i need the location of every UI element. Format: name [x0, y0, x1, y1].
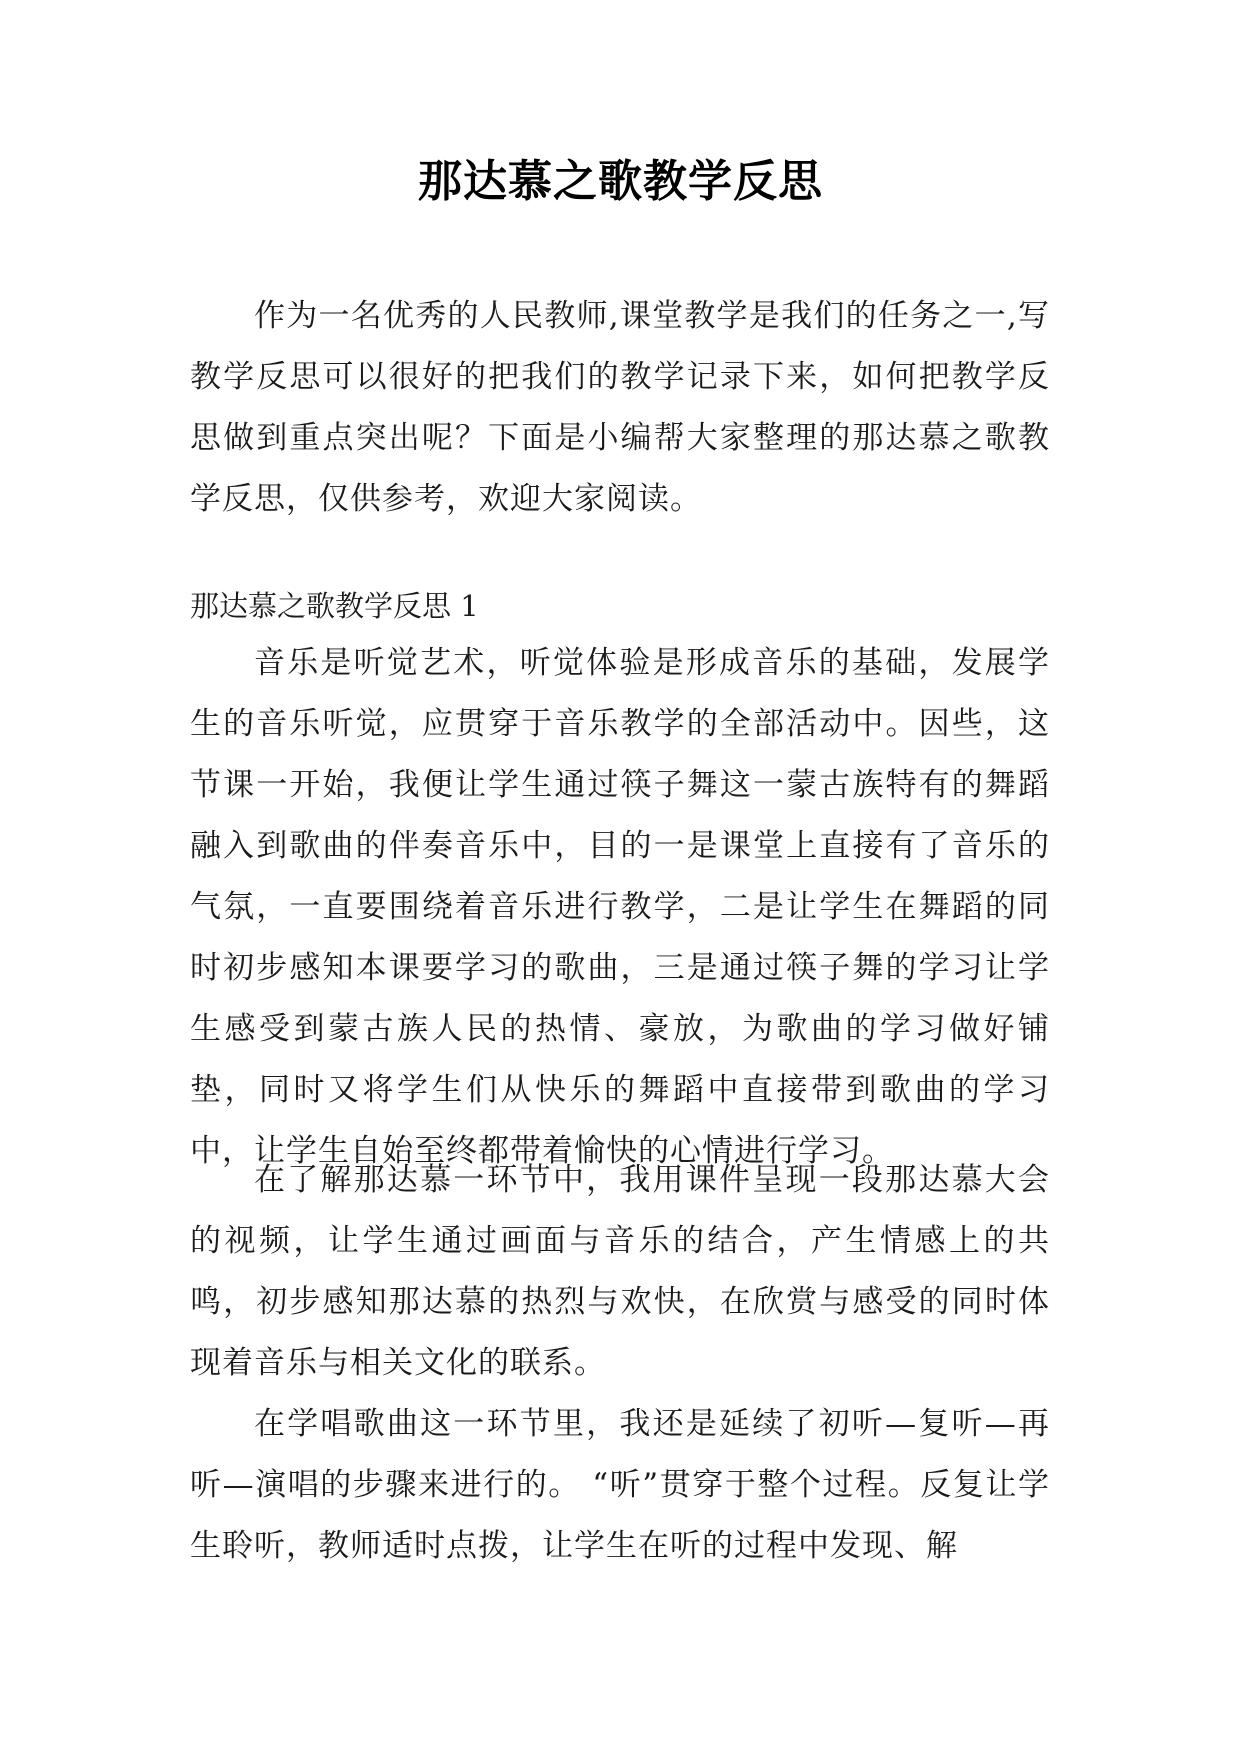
body-paragraph: 在学唱歌曲这一环节里，我还是延续了初听—复听—再听—演唱的步骤来进行的。 “听”贯穿于整个过程。反复让学生聆听，教师适时点拨，让学生在听的过程中发现、解	[190, 1406, 1050, 1564]
intro-paragraph: 作为一名优秀的人民教师,课堂教学是我们的任务之一,写教学反思可以很好的把我们的教学记录下来，如何把教学反思做到重点突出呢？下面是小编帮大家整理的那达慕之歌教学反思，仅供参考，欢迎大家阅读。	[190, 298, 1050, 517]
page-title: 那达慕之歌教学反思	[418, 156, 823, 207]
section-heading: 那达慕之歌教学反思 1	[190, 589, 479, 623]
body-paragraph: 音乐是听觉艺术，听觉体验是形成音乐的基础，发展学生的音乐听觉，应贯穿于音乐教学的全部活动中。因些，这节课一开始，我便让学生通过筷子舞这一蒙古族特有的舞蹈融入到歌曲的伴奏音乐中，目的一是课堂上直接有了音乐的气氛，一直要围绕着音乐进行教学，二是让学生在舞蹈的同时初步感知本课要学习的歌曲，三是通过筷子舞的学习让学生感受到蒙古族人民的热情、豪放，为歌曲的学习做好铺垫，同时又将学生们从快乐的舞蹈中直接带到歌曲的学习中，让学生自始至终都带着愉快的心情进行学习。	[190, 645, 1050, 1169]
body-paragraph: 在了解那达慕一环节中，我用课件呈现一段那达慕大会的视频，让学生通过画面与音乐的结合，产生情感上的共鸣，初步感知那达慕的热烈与欢快，在欣赏与感受的同时体现着音乐与相关文化的联系。	[190, 1162, 1050, 1381]
